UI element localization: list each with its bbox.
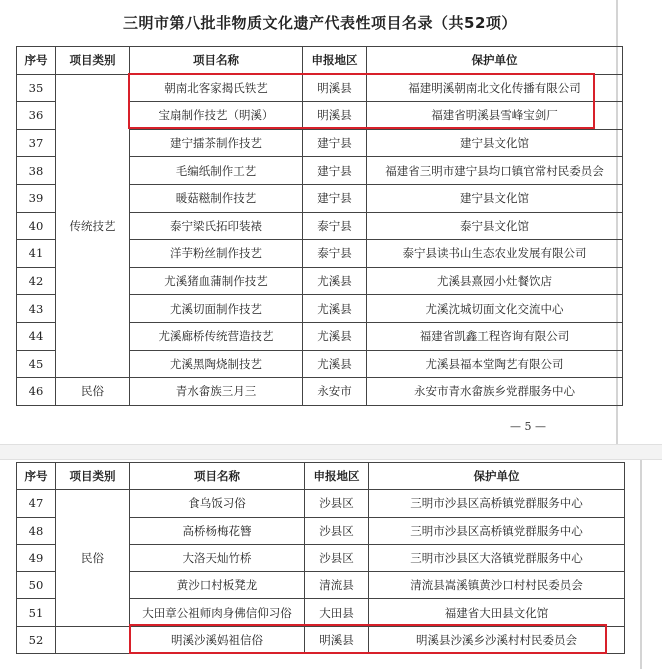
heritage-table-part-1 xyxy=(16,46,623,406)
table-header-row xyxy=(17,463,625,490)
cell-unit: 永安市青水畲族乡党群服务中心 xyxy=(367,378,623,406)
header-name: 项目名称 xyxy=(130,47,303,75)
cell-no: 39 xyxy=(17,184,56,212)
cell-no: 37 xyxy=(17,129,56,157)
cell-unit: 福建省凯鑫工程咨询有限公司 xyxy=(367,322,623,350)
cell-name: 青水畲族三月三 xyxy=(130,378,303,406)
cell-unit: 尤溪县熹园小灶餐饮店 xyxy=(367,267,623,295)
cell-no: 48 xyxy=(17,517,56,544)
cell-name: 洋芋粉丝制作技艺 xyxy=(130,240,303,268)
cell-no: 44 xyxy=(17,322,56,350)
cell-unit: 福建明溪朝南北文化传播有限公司 xyxy=(367,74,623,102)
cell-no: 40 xyxy=(17,212,56,240)
cell-unit: 明溪县沙溪乡沙溪村村民委员会 xyxy=(369,626,625,653)
cell-region: 清流县 xyxy=(305,572,369,599)
cell-region: 明溪县 xyxy=(303,74,367,102)
cell-region: 沙县区 xyxy=(305,544,369,571)
cell-no: 45 xyxy=(17,350,56,378)
page-gap xyxy=(0,444,662,460)
cell-no: 50 xyxy=(17,572,56,599)
cell-region: 沙县区 xyxy=(305,517,369,544)
table-row xyxy=(17,626,625,653)
cell-no: 49 xyxy=(17,544,56,571)
cell-region: 尤溪县 xyxy=(303,267,367,295)
cell-category-custom: 民俗 xyxy=(56,490,130,626)
table-row xyxy=(17,74,623,102)
cell-unit: 尤溪沈城切面文化交流中心 xyxy=(367,295,623,323)
cell-name: 尤溪猪血蒲制作技艺 xyxy=(130,267,303,295)
cell-region: 尤溪县 xyxy=(303,322,367,350)
cell-name: 暖菇糍制作技艺 xyxy=(130,184,303,212)
header-region: 申报地区 xyxy=(303,47,367,75)
cell-name: 宝扇制作技艺（明溪） xyxy=(130,102,303,130)
cell-no: 52 xyxy=(17,626,56,653)
cell-region: 建宁县 xyxy=(303,157,367,185)
cell-no: 35 xyxy=(17,74,56,102)
cell-region: 永安市 xyxy=(303,378,367,406)
table-row xyxy=(17,490,625,517)
cell-category-craft: 传统技艺 xyxy=(56,74,130,378)
header-unit: 保护单位 xyxy=(369,463,625,490)
cell-name: 大田章公祖师肉身佛信仰习俗 xyxy=(130,599,305,626)
page-number: — 5 — xyxy=(510,420,546,433)
cell-unit: 建宁县文化馆 xyxy=(367,129,623,157)
cell-region: 建宁县 xyxy=(303,129,367,157)
cell-name: 明溪沙溪妈祖信俗 xyxy=(130,626,305,653)
cell-region: 泰宁县 xyxy=(303,240,367,268)
cell-name: 建宁擂茶制作技艺 xyxy=(130,129,303,157)
cell-name: 尤溪廊桥传统营造技艺 xyxy=(130,322,303,350)
cell-no: 36 xyxy=(17,102,56,130)
cell-region: 尤溪县 xyxy=(303,350,367,378)
heritage-table-part-2 xyxy=(16,462,625,654)
cell-unit: 三明市沙县区高桥镇党群服务中心 xyxy=(369,490,625,517)
header-category: 项目类别 xyxy=(56,47,130,75)
cell-name: 毛编纸制作工艺 xyxy=(130,157,303,185)
cell-unit: 福建省明溪县雪峰宝剑厂 xyxy=(367,102,623,130)
cell-name: 高桥杨梅花簪 xyxy=(130,517,305,544)
cell-name: 黄沙口村板凳龙 xyxy=(130,572,305,599)
cell-region: 明溪县 xyxy=(305,626,369,653)
cell-name: 尤溪黑陶烧制技艺 xyxy=(130,350,303,378)
cell-unit: 泰宁县读书山生态农业发展有限公司 xyxy=(367,240,623,268)
table-row xyxy=(17,378,623,406)
cell-region: 沙县区 xyxy=(305,490,369,517)
cell-region: 大田县 xyxy=(305,599,369,626)
cell-unit: 建宁县文化馆 xyxy=(367,184,623,212)
header-category: 项目类别 xyxy=(56,463,130,490)
header-region: 申报地区 xyxy=(305,463,369,490)
header-no: 序号 xyxy=(17,463,56,490)
table-header-row xyxy=(17,47,623,75)
document-title: 三明市第八批非物质文化遗产代表性项目名录（共52项） xyxy=(123,14,517,32)
cell-unit: 三明市沙县区大洛镇党群服务中心 xyxy=(369,544,625,571)
cell-no: 51 xyxy=(17,599,56,626)
cell-no: 43 xyxy=(17,295,56,323)
cell-no: 46 xyxy=(17,378,56,406)
cell-unit: 泰宁县文化馆 xyxy=(367,212,623,240)
cell-no: 47 xyxy=(17,490,56,517)
cell-region: 明溪县 xyxy=(303,102,367,130)
cell-name: 朝南北客家揭氏铁艺 xyxy=(130,74,303,102)
cell-unit: 清流县嵩溪镇黄沙口村村民委员会 xyxy=(369,572,625,599)
cell-no: 42 xyxy=(17,267,56,295)
page-edge xyxy=(640,460,642,669)
header-name: 项目名称 xyxy=(130,463,305,490)
cell-no: 38 xyxy=(17,157,56,185)
cell-region: 泰宁县 xyxy=(303,212,367,240)
cell-category-custom: 民俗 xyxy=(56,378,130,406)
header-unit: 保护单位 xyxy=(367,47,623,75)
cell-unit: 福建省三明市建宁县均口镇官常村民委员会 xyxy=(367,157,623,185)
cell-unit: 三明市沙县区高桥镇党群服务中心 xyxy=(369,517,625,544)
cell-no: 41 xyxy=(17,240,56,268)
cell-name: 大洛天灿竹桥 xyxy=(130,544,305,571)
cell-unit: 尤溪县福本堂陶艺有限公司 xyxy=(367,350,623,378)
cell-name: 泰宁梁氏拓印装裱 xyxy=(130,212,303,240)
header-no: 序号 xyxy=(17,47,56,75)
cell-unit: 福建省大田县文化馆 xyxy=(369,599,625,626)
cell-name: 食乌饭习俗 xyxy=(130,490,305,517)
cell-category-blank xyxy=(56,626,130,653)
cell-name: 尤溪切面制作技艺 xyxy=(130,295,303,323)
cell-region: 尤溪县 xyxy=(303,295,367,323)
cell-region: 建宁县 xyxy=(303,184,367,212)
